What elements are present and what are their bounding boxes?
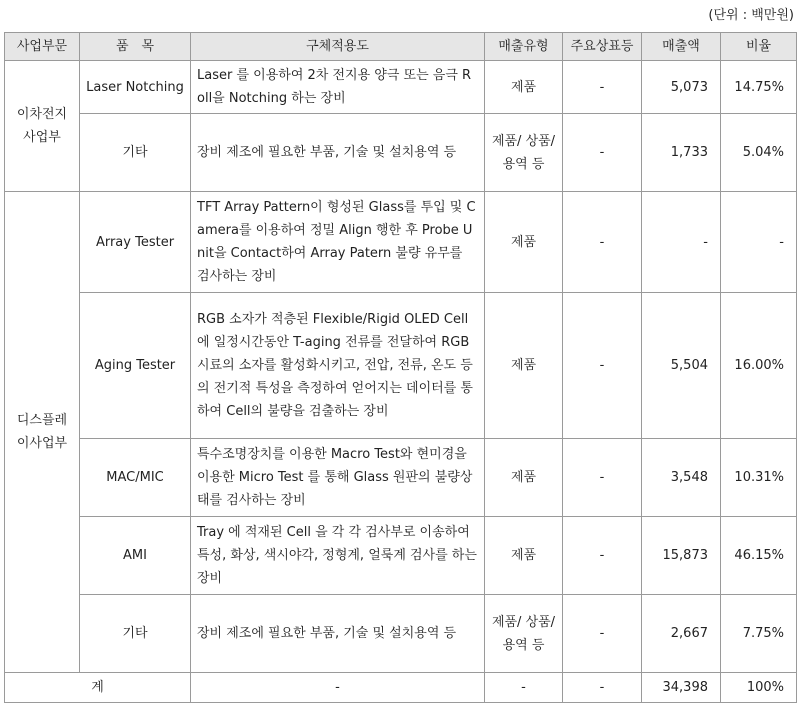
header-item: 품 목 bbox=[80, 33, 191, 61]
header-brand: 주요상표등 bbox=[563, 33, 642, 61]
use-cell: Tray 에 적재된 Cell 을 각 각 검사부로 이송하여 특성, 화상, 색시야각, 정형계, 얼룩계 검사를 하는 장비 bbox=[191, 517, 485, 595]
sales-cell: 5,504 bbox=[642, 293, 721, 439]
header-row bbox=[5, 33, 797, 61]
use-cell: Laser 를 이용하여 2차 전지용 양극 또는 음극 Roll을 Notching 하는 장비 bbox=[191, 61, 485, 114]
header-sales: 매출액 bbox=[642, 33, 721, 61]
brand-cell: - bbox=[563, 293, 642, 439]
sales-cell: 5,073 bbox=[642, 61, 721, 114]
table-row bbox=[5, 114, 797, 192]
ratio-cell: 10.31% bbox=[721, 439, 797, 517]
brand-cell: - bbox=[563, 517, 642, 595]
ratio-cell: 14.75% bbox=[721, 61, 797, 114]
sales-cell: - bbox=[642, 192, 721, 293]
unit-note: (단위 : 백만원) bbox=[708, 8, 794, 23]
use-cell: 장비 제조에 필요한 부품, 기술 및 설치용역 등 bbox=[191, 595, 485, 673]
brand-cell: - bbox=[563, 61, 642, 114]
type-cell: 제품 bbox=[485, 293, 563, 439]
table-row bbox=[5, 595, 797, 673]
table-row bbox=[5, 439, 797, 517]
ratio-cell: 16.00% bbox=[721, 293, 797, 439]
type-cell: 제품 bbox=[485, 517, 563, 595]
use-cell: 장비 제조에 필요한 부품, 기술 및 설치용역 등 bbox=[191, 114, 485, 192]
table-row bbox=[5, 192, 797, 293]
ratio-cell: 5.04% bbox=[721, 114, 797, 192]
total-ratio: 100% bbox=[721, 673, 797, 703]
sales-table bbox=[4, 32, 797, 703]
ratio-cell: 46.15% bbox=[721, 517, 797, 595]
item-cell: MAC/MIC bbox=[80, 439, 191, 517]
item-cell: 기타 bbox=[80, 114, 191, 192]
item-cell: Array Tester bbox=[80, 192, 191, 293]
sales-cell: 1,733 bbox=[642, 114, 721, 192]
type-cell: 제품/ 상품/ 용역 등 bbox=[485, 114, 563, 192]
use-cell: 특수조명장치를 이용한 Macro Test와 현미경을 이용한 Micro Test 를 통해 Glass 원판의 불량상태를 검사하는 장비 bbox=[191, 439, 485, 517]
segment-cell: 디스플레 이사업부 bbox=[5, 192, 80, 673]
item-cell: AMI bbox=[80, 517, 191, 595]
table-row bbox=[5, 61, 797, 114]
item-cell: Laser Notching bbox=[80, 61, 191, 114]
sales-cell: 3,548 bbox=[642, 439, 721, 517]
ratio-cell: - bbox=[721, 192, 797, 293]
total-type: - bbox=[485, 673, 563, 703]
brand-cell: - bbox=[563, 439, 642, 517]
sales-cell: 2,667 bbox=[642, 595, 721, 673]
type-cell: 제품 bbox=[485, 439, 563, 517]
total-use: - bbox=[191, 673, 485, 703]
table-row bbox=[5, 293, 797, 439]
type-cell: 제품/ 상품/ 용역 등 bbox=[485, 595, 563, 673]
header-use: 구체적용도 bbox=[191, 33, 485, 61]
ratio-cell: 7.75% bbox=[721, 595, 797, 673]
type-cell: 제품 bbox=[485, 61, 563, 114]
brand-cell: - bbox=[563, 192, 642, 293]
header-segment: 사업부문 bbox=[5, 33, 80, 61]
total-row bbox=[5, 673, 797, 703]
use-cell: TFT Array Pattern이 형성된 Glass를 투입 및 Camera를 이용하여 정밀 Align 행한 후 Probe Unit을 Contact하여 Array Patern 불량 유무를 검사하는 장비 bbox=[191, 192, 485, 293]
item-cell: Aging Tester bbox=[80, 293, 191, 439]
use-cell: RGB 소자가 적층된 Flexible/Rigid OLED Cell에 일정시간동안 T-aging 전류를 전달하여 RGB 시료의 소자를 활성화시키고, 전압, 전류, 온도 등의 전기적 특성을 측정하여 얻어지는 데이터를 통하여 Cell의 불량을 검출하는 장비 bbox=[191, 293, 485, 439]
segment-cell: 이차전지 사업부 bbox=[5, 61, 80, 192]
total-brand: - bbox=[563, 673, 642, 703]
brand-cell: - bbox=[563, 114, 642, 192]
type-cell: 제품 bbox=[485, 192, 563, 293]
table-row bbox=[5, 517, 797, 595]
total-label: 계 bbox=[5, 673, 191, 703]
item-cell: 기타 bbox=[80, 595, 191, 673]
header-ratio: 비율 bbox=[721, 33, 797, 61]
header-type: 매출유형 bbox=[485, 33, 563, 61]
total-sales: 34,398 bbox=[642, 673, 721, 703]
brand-cell: - bbox=[563, 595, 642, 673]
sales-cell: 15,873 bbox=[642, 517, 721, 595]
